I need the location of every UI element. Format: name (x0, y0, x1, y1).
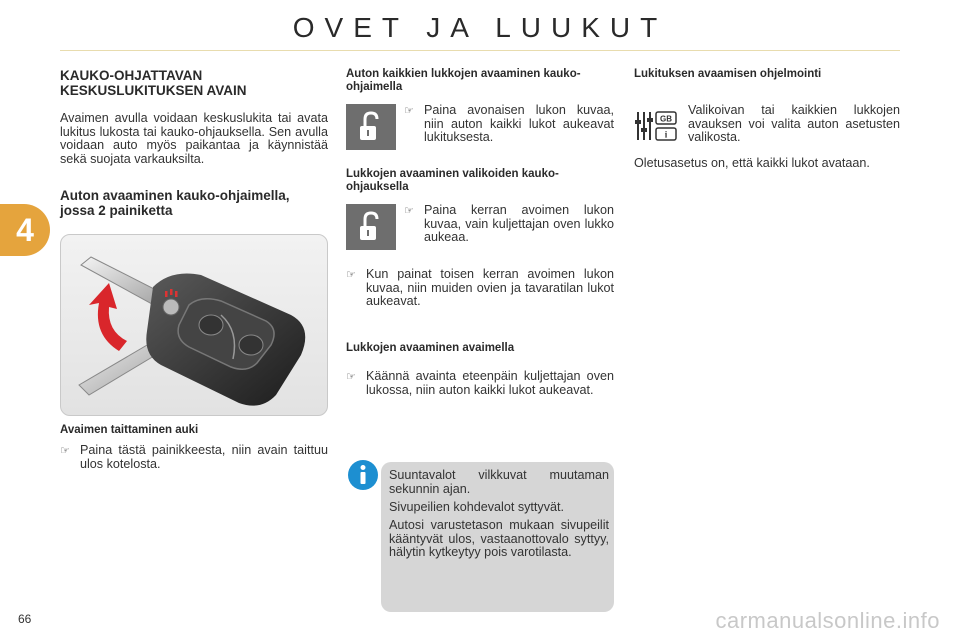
key-unlock-heading: Lukkojen avaaminen avaimella (346, 342, 515, 354)
bullet-arrow-icon: ☞ (346, 370, 356, 383)
key-unlock-bullet (346, 370, 614, 397)
key-unlock-bullet-text: Käännä avainta eteenpäin kuljettajan oven lukossa, niin auton kaikki lukot aukeavat. (366, 369, 614, 397)
info-box (381, 462, 614, 612)
selective-bullet-text: Paina kerran avoimen lukon kuvaa, vain kuljettajan oven lukko aukeaa. (424, 203, 614, 244)
all-locks-heading: Auton kaikkien lukkojen avaaminen kauko-ohjaimella (346, 68, 581, 93)
menu-paragraph: Valikoivan tai kaikkien lukkojen avauksen voi valita auton asetusten valikosta. (688, 103, 900, 144)
page-number: 66 (18, 612, 32, 626)
watermark: carmanualsonline.info (715, 608, 940, 633)
i-label: i (664, 129, 668, 140)
programming-heading: Lukituksen avaamisen ohjelmointi (634, 68, 822, 80)
bullet-arrow-icon: ☞ (404, 204, 414, 217)
default-setting-paragraph: Oletusasetus on, että kaikki lukot avataan. (634, 156, 870, 170)
page-title: OVET JA LUUKUT (292, 12, 668, 43)
info-icon (348, 460, 378, 490)
unlock-button-icon (346, 104, 396, 150)
fold-heading: Avaimen taittaminen auki (60, 424, 199, 436)
info-line-2: Sivupeilien kohdevalot syttyvät. (389, 500, 565, 514)
bullet-arrow-icon: ☞ (346, 268, 356, 281)
fold-section (60, 424, 328, 471)
key-illustration (60, 234, 328, 416)
selective-bullet (404, 204, 614, 245)
unlock-button-icon-2 (346, 204, 396, 250)
fold-bullet-text: Paina tästä painikkeesta, niin avain taittuu ulos kotelosta. (80, 443, 328, 471)
all-locks-bullet-text: Paina avonaisen lukon kuvaa, niin auton kaikki lukot aukeavat lukituksesta. (424, 103, 614, 144)
bullet-arrow-icon: ☞ (404, 104, 414, 117)
fold-bullet (60, 444, 328, 471)
left-column (60, 68, 328, 218)
settings-menu-icon (634, 110, 678, 144)
key-fob-image (61, 235, 328, 416)
info-line-1: Suuntavalot vilkkuvat muutaman sekunnin ajan. (389, 468, 609, 496)
second-press-bullet-text: Kun painat toisen kerran avoimen lukon kuvaa, niin muiden ovien ja tavaratilan lukot aukeavat. (366, 267, 614, 308)
second-press-bullet (346, 268, 614, 309)
intro-paragraph: Avaimen avulla voidaan keskuslukita tai avata lukitus lukosta tai kauko-ohjauksella. Sen avulla voidaan auto myös paikantaa ja käynnistää sekä suojata varkauksilta. (60, 111, 328, 166)
chapter-number: 4 (16, 211, 34, 248)
middle-column (346, 68, 614, 94)
chapter-tab (0, 204, 50, 256)
subsection-heading: Auton avaaminen kauko-ohjaimella, jossa 2 painiketta (60, 188, 290, 218)
section-heading: KAUKO-OHJATTAVAN KESKUSLUKITUKSEN AVAIN (60, 68, 247, 98)
gb-label: GB (660, 114, 672, 124)
info-line-3: Autosi varustetason mukaan sivupeilit kääntyvät ulos, vastaanottovalo syttyy, hälytin kytkeytyy pois varotilasta. (389, 518, 609, 559)
title-rule (60, 50, 900, 51)
selective-heading: Lukkojen avaaminen valikoiden kauko-ohjauksella (346, 168, 559, 193)
all-locks-bullet (404, 104, 614, 145)
bullet-arrow-icon: ☞ (60, 444, 70, 457)
